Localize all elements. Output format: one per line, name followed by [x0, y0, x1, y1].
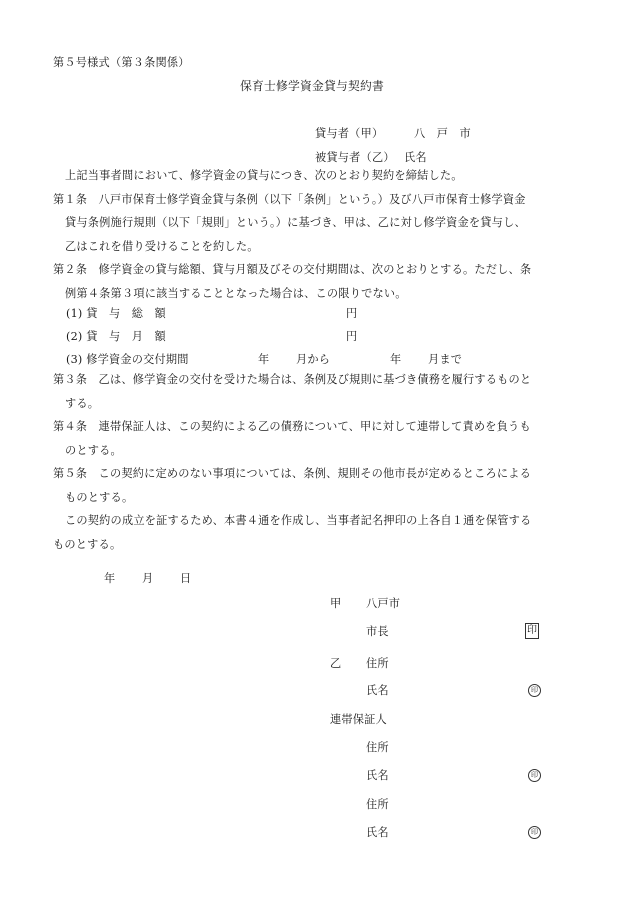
- guarantor-2-seal: 印: [528, 826, 541, 839]
- mayor-seal: 印: [525, 623, 539, 639]
- item-total-amount-label: (1) 貸 与 総 額: [66, 307, 166, 320]
- party-b-label: 乙: [330, 657, 342, 670]
- party-b-name-label: 氏名: [366, 684, 389, 697]
- mayor-label: 市長: [366, 625, 389, 638]
- guarantor-1-seal: 印: [528, 769, 541, 782]
- form-label: 第５号様式（第３条関係）: [53, 56, 190, 69]
- item-monthly-amount-unit: 円: [346, 330, 358, 343]
- contract-body: [53, 164, 583, 305]
- item-total-amount-unit: 円: [346, 307, 358, 320]
- article-5-line-1: 第５条 この契約に定めのない事項については、条例、規則その他市長が定めるところによる: [53, 467, 532, 480]
- lender-label: 貸与者（甲）: [315, 127, 384, 140]
- item-period-label: (3) 修学資金の交付期間: [66, 353, 189, 366]
- article-5-line-2: ものとする。: [65, 490, 134, 504]
- date-year: 年: [104, 572, 116, 585]
- party-a-name: 八戸市: [366, 597, 401, 610]
- preamble: 上記当事者間において、修学資金の貸与につき、次のとおり契約を締結した。: [65, 169, 463, 182]
- party-b-seal: 印: [528, 684, 541, 697]
- guarantor-1-name-label: 氏名: [366, 769, 389, 782]
- article-1-line-1: 第１条 八戸市保育士修学資金貸与条例（以下「条例」という。）及び八戸市保育士修学資金: [53, 192, 526, 206]
- date-month: 月: [142, 572, 154, 585]
- article-3-line-1: 第３条 乙は、修学資金の交付を受けた場合は、条例及び規則に基づき債務を履行するものと: [53, 373, 532, 386]
- article-2-line-2: 例第４条第３項に該当することとなった場合は、この限りでない。: [65, 286, 407, 300]
- document-title: 保育士修学資金貸与契約書: [240, 79, 384, 93]
- period-start-month: 月から: [296, 353, 331, 366]
- closing-line-1: この契約の成立を証するため、本書４通を作成し、当事者記名押印の上各自１通を保管する: [65, 514, 532, 527]
- contract-body-2: [53, 368, 583, 556]
- article-3-line-2: する。: [65, 396, 100, 410]
- period-end-year: 年: [390, 353, 402, 366]
- date-day: 日: [180, 572, 192, 585]
- item-monthly-amount-label: (2) 貸 与 月 額: [66, 330, 166, 343]
- guarantor-2-address-label: 住所: [366, 798, 389, 811]
- closing-line-2: ものとする。: [53, 537, 122, 551]
- period-end-month: 月まで: [428, 353, 463, 366]
- article-4-line-2: のとする。: [65, 443, 122, 457]
- article-4-line-1: 第４条 連帯保証人は、この契約による乙の債務について、甲に対して連帯して責めを負うも: [53, 420, 531, 433]
- article-1-line-3: 乙はこれを借り受けることを約した。: [65, 239, 259, 253]
- guarantor-1-address-label: 住所: [366, 741, 389, 754]
- guarantor-label: 連帯保証人: [330, 713, 387, 726]
- lender-name: 八 戸 市: [414, 127, 471, 140]
- party-a-label: 甲: [330, 597, 342, 610]
- borrower-label: 被貸与者（乙）: [315, 151, 395, 164]
- article-1-line-2: 貸与条例施行規則（以下「規則」という。）に基づき、甲は、乙に対し修学資金を貸与し、: [65, 216, 526, 229]
- borrower-name-label: 氏名: [404, 151, 427, 164]
- article-2-line-1: 第２条 修学資金の貸与総額、貸与月額及びその交付期間は、次のとおりとする。ただし、条: [53, 263, 532, 276]
- party-b-address-label: 住所: [366, 657, 389, 670]
- guarantor-2-name-label: 氏名: [366, 826, 389, 839]
- period-start-year: 年: [258, 353, 270, 366]
